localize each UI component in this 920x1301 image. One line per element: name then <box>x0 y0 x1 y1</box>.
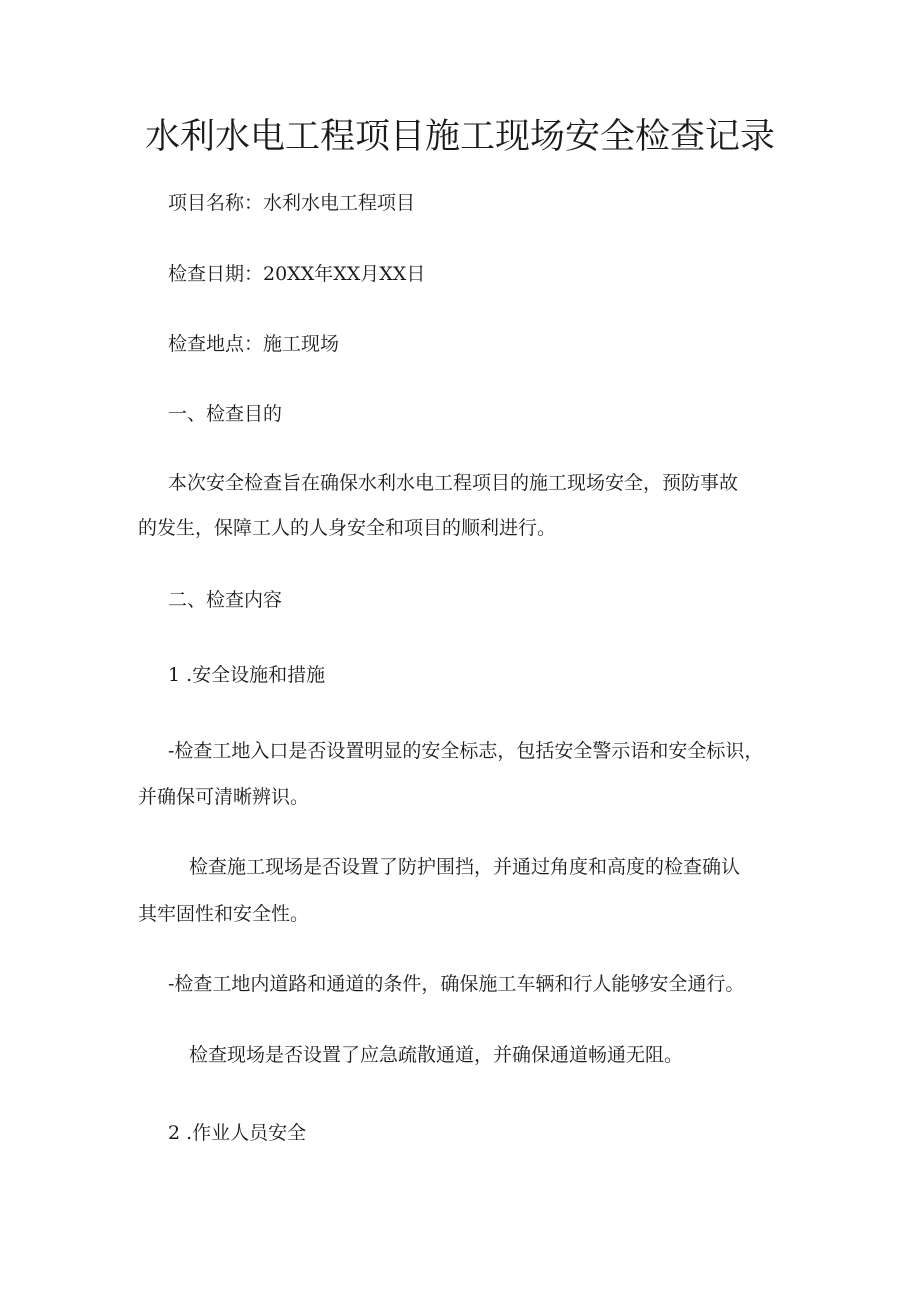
item-2-heading: 2 .作业人员安全 <box>168 1122 307 1144</box>
inspection-date: 检查日期：20XX年XX月XX日 <box>168 263 426 285</box>
item-1-bullet-2-line-2: 其牢固性和安全性。 <box>138 903 310 925</box>
item-1-heading: 1 .安全设施和措施 <box>168 664 326 686</box>
inspection-location: 检查地点：施工现场 <box>168 333 340 355</box>
item-1-bullet-1-line-1: -检查工地入口是否设置明显的安全标志，包括安全警示语和安全标识， <box>168 740 764 762</box>
section-1-paragraph-line-2: 的发生，保障工人的人身安全和项目的顺利进行。 <box>138 517 557 539</box>
section-1-paragraph-line-1: 本次安全检查旨在确保水利水电工程项目的施工现场安全，预防事故 <box>168 472 739 494</box>
project-name: 项目名称：水利水电工程项目 <box>168 192 416 214</box>
item-1-bullet-3: -检查工地内道路和通道的条件，确保施工车辆和行人能够安全通行。 <box>168 973 745 995</box>
section-2-heading: 二、检查内容 <box>168 589 283 611</box>
item-1-bullet-4: 检查现场是否设置了应急疏散通道，并确保通道畅通无阻。 <box>189 1044 684 1066</box>
document-title: 水利水电工程项目施工现场安全检查记录 <box>144 117 775 157</box>
section-1-heading: 一、检查目的 <box>168 403 283 425</box>
item-1-bullet-2-line-1: 检查施工现场是否设置了防护围挡，并通过角度和高度的检查确认 <box>189 856 741 878</box>
item-1-bullet-1-line-2: 并确保可清晰辨识。 <box>138 786 310 808</box>
